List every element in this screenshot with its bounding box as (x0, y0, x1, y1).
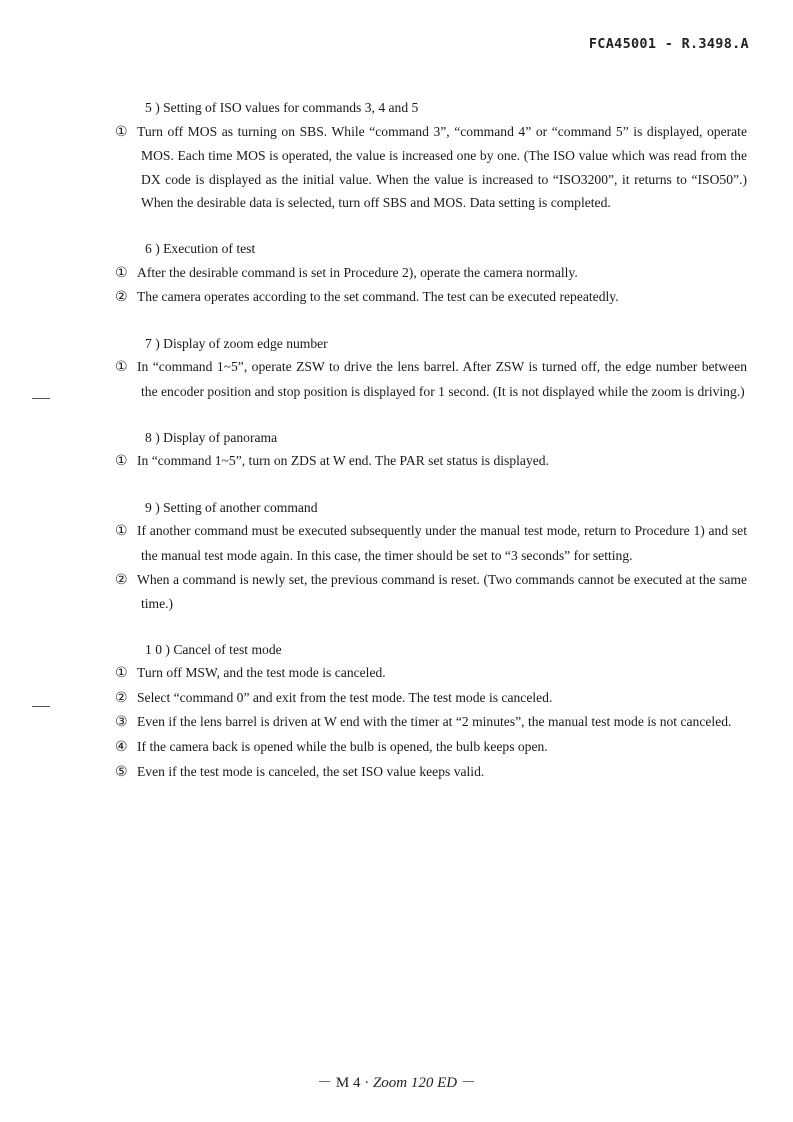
section-iso-setting (115, 96, 747, 215)
item-marker: ① (115, 123, 128, 140)
list-item (115, 120, 747, 215)
item-text: The camera operates according to the set command. The test can be executed repeatedly. (137, 289, 619, 305)
item-marker: ① (115, 523, 128, 540)
section-title: 8 ) Display of panorama (145, 429, 278, 445)
item-text: Even if the lens barrel is driven at W end with the timer at “2 minutes”, the manual test mode is not canceled. (137, 714, 732, 730)
section-execution-of-test (115, 237, 747, 310)
list-item (115, 735, 747, 760)
list-item (115, 285, 747, 310)
item-text: In “command 1~5”, turn on ZDS at W end. The PAR set status is displayed. (137, 453, 549, 469)
footer-model-name: Zoom 120 ED (372, 1075, 458, 1091)
section-zoom-edge-number (115, 332, 747, 404)
margin-tick-mark (32, 398, 50, 399)
section-title: 5 ) Setting of ISO values for commands 3, 4 and 5 (145, 100, 419, 115)
item-marker: ③ (115, 714, 128, 731)
margin-tick-mark (32, 706, 50, 707)
list-item (115, 519, 747, 567)
section-display-of-panorama (115, 426, 747, 474)
section-title: 9 ) Setting of another command (145, 499, 318, 515)
section-title: 6 ) Execution of test (145, 240, 256, 256)
list-item (115, 449, 747, 474)
list-item (115, 760, 747, 785)
item-text: Even if the test mode is canceled, the set ISO value keeps valid. (137, 763, 485, 779)
item-marker: ② (115, 689, 128, 706)
footer-suffix: － (457, 1075, 476, 1091)
list-item (115, 568, 747, 616)
list-item (115, 261, 747, 286)
item-text: Select “command 0” and exit from the test mode. The test mode is canceled. (137, 689, 553, 705)
section-another-command (115, 496, 747, 616)
section-cancel-of-test-mode (115, 638, 747, 785)
item-marker: ① (115, 264, 128, 281)
list-item (115, 686, 747, 711)
document-id: FCA45001 - R.3498.A (588, 36, 749, 52)
item-marker: ① (115, 359, 128, 376)
list-item (115, 710, 747, 735)
item-marker: ⑤ (115, 763, 128, 780)
list-item (115, 661, 747, 686)
item-marker: ① (115, 665, 128, 682)
item-text: If the camera back is opened while the bulb is opened, the bulb keeps open. (137, 739, 548, 755)
document-body (115, 96, 747, 806)
page-footer (0, 1071, 793, 1092)
section-title: 7 ) Display of zoom edge number (145, 335, 328, 351)
item-marker: ④ (115, 739, 128, 756)
section-title: 1 0 ) Cancel of test mode (145, 641, 282, 657)
list-item (115, 355, 747, 403)
item-text: When a command is newly set, the previous command is reset. (Two commands cannot be executed at the same time.) (137, 571, 747, 612)
item-text: After the desirable command is set in Procedure 2), operate the camera normally. (137, 264, 578, 280)
item-text: Turn off MOS as turning on SBS. While “command 3”, “command 4” or “command 5” is displayed, operate MOS. Each time MOS is operated, the value is increased one by one. (The ISO value which was read from the DX code is displayed as the initial value. When the value is increased to “ISO3200”, it returns to “ISO50”.) When the desirable data is selected, turn off SBS and MOS. Data setting is completed. (137, 123, 747, 211)
item-text: Turn off MSW, and the test mode is canceled. (137, 665, 386, 681)
item-marker: ① (115, 453, 128, 470)
item-marker: ② (115, 289, 128, 306)
item-text: In “command 1~5”, operate ZSW to drive the lens barrel. After ZSW is turned off, the edge number between the encoder position and stop position is displayed for 1 second. (It is not displayed while the zoom is driving.) (137, 359, 747, 399)
footer-page-number: － M 4 · (317, 1075, 373, 1091)
item-text: If another command must be executed subsequently under the manual test mode, return to Procedure 1) and set the manual test mode again. In this case, the timer should be set to “3 seconds” for setting. (137, 523, 747, 563)
item-marker: ② (115, 571, 128, 588)
